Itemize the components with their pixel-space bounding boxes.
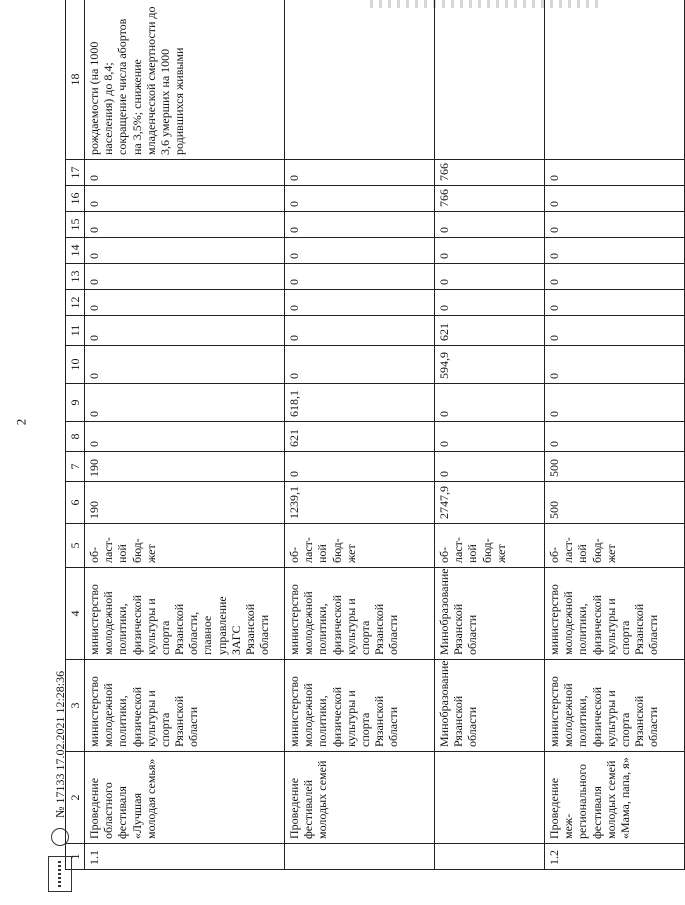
event-name — [435, 752, 545, 844]
column-header-10: 10 — [66, 346, 85, 384]
value-cell-15: 0 — [435, 212, 545, 238]
program-table — [65, 0, 685, 870]
column-header-8: 8 — [66, 422, 85, 452]
document-footer — [48, 602, 72, 892]
row-number — [285, 844, 435, 870]
page-number: 2 — [13, 418, 29, 426]
row-number — [435, 844, 545, 870]
value-cell-16: 0 — [545, 186, 685, 212]
value-cell-8: 0 — [85, 422, 285, 452]
column-header-1: 1 — [66, 844, 85, 870]
value-cell-17: 0 — [85, 160, 285, 186]
value-cell-7: 190 — [85, 452, 285, 482]
seal-icon — [51, 828, 69, 846]
column-header-9: 9 — [66, 384, 85, 422]
value-cell-8: 0 — [545, 422, 685, 452]
column-header-3: 3 — [66, 660, 85, 752]
expected-result — [545, 0, 685, 160]
value-cell-7: 500 — [545, 452, 685, 482]
value-cell-8: 0 — [435, 422, 545, 452]
value-cell-12: 0 — [435, 290, 545, 316]
value-cell-12: 0 — [285, 290, 435, 316]
document-reference: № 17133 17.02.2021 12:28:36 — [52, 670, 67, 818]
funding-source: об-ласт-ной бюд-жет — [435, 524, 545, 568]
column-header-18: 18 — [66, 0, 85, 160]
value-cell-11: 0 — [545, 316, 685, 346]
value-cell-6: 190 — [85, 482, 285, 524]
value-cell-6: 2747,9 — [435, 482, 545, 524]
funding-source: об-ласт-ной бюд-жет — [285, 524, 435, 568]
value-cell-14: 0 — [545, 238, 685, 264]
value-cell-17: 0 — [545, 160, 685, 186]
rotated-page — [65, 6, 661, 870]
column-header-6: 6 — [66, 482, 85, 524]
table-row — [285, 0, 435, 870]
value-cell-6: 1239,1 — [285, 482, 435, 524]
co-executor: Минобразование Рязанской области — [435, 660, 545, 752]
funding-source: об-ласт-ной бюд-жет — [85, 524, 285, 568]
value-cell-11: 621 — [435, 316, 545, 346]
column-header-14: 14 — [66, 238, 85, 264]
executor: министерство молодежной политики, физической культуры и спорта Рязанской области — [545, 568, 685, 660]
event-name: Проведение областного фестиваля «Лучшая молодая семья» — [85, 752, 285, 844]
value-cell-16: 766 — [435, 186, 545, 212]
value-cell-11: 0 — [285, 316, 435, 346]
value-cell-15: 0 — [85, 212, 285, 238]
value-cell-7: 0 — [285, 452, 435, 482]
value-cell-9: 0 — [85, 384, 285, 422]
event-name: Проведение фестивалей молодых семей — [285, 752, 435, 844]
executor: Минобразование Рязанской области — [435, 568, 545, 660]
value-cell-12: 0 — [545, 290, 685, 316]
column-header-15: 15 — [66, 212, 85, 238]
value-cell-11: 0 — [85, 316, 285, 346]
value-cell-16: 0 — [85, 186, 285, 212]
value-cell-14: 0 — [285, 238, 435, 264]
expected-result — [285, 0, 435, 160]
value-cell-14: 0 — [435, 238, 545, 264]
column-header-11: 11 — [66, 316, 85, 346]
value-cell-13: 0 — [85, 264, 285, 290]
column-header-13: 13 — [66, 264, 85, 290]
value-cell-10: 0 — [545, 346, 685, 384]
value-cell-9: 618,1 — [285, 384, 435, 422]
value-cell-13: 0 — [435, 264, 545, 290]
column-header-5: 5 — [66, 524, 85, 568]
value-cell-6: 500 — [545, 482, 685, 524]
row-number: 1.2 — [545, 844, 685, 870]
table-row — [85, 0, 285, 870]
value-cell-7: 0 — [435, 452, 545, 482]
column-header-4: 4 — [66, 568, 85, 660]
value-cell-17: 0 — [285, 160, 435, 186]
column-header-2: 2 — [66, 752, 85, 844]
column-header-7: 7 — [66, 452, 85, 482]
event-name: Проведение меж-регионального фестиваля молодых семей «Мама, папа, я» — [545, 752, 685, 844]
value-cell-15: 0 — [285, 212, 435, 238]
column-header-17: 17 — [66, 160, 85, 186]
column-header-12: 12 — [66, 290, 85, 316]
table-row — [545, 0, 685, 870]
value-cell-13: 0 — [545, 264, 685, 290]
value-cell-14: 0 — [85, 238, 285, 264]
value-cell-17: 766 — [435, 160, 545, 186]
value-cell-13: 0 — [285, 264, 435, 290]
funding-source: об-ласт-ной бюд-жет — [545, 524, 685, 568]
value-cell-8: 621 — [285, 422, 435, 452]
value-cell-10: 594,9 — [435, 346, 545, 384]
co-executor: министерство молодежной политики, физической культуры и спорта Рязанской области — [85, 660, 285, 752]
value-cell-9: 0 — [545, 384, 685, 422]
barcode-stamp — [48, 856, 72, 892]
executor: министерство молодежной политики, физической культуры и спорта Рязанской области — [285, 568, 435, 660]
value-cell-15: 0 — [545, 212, 685, 238]
expected-result: рождаемости (на 1000 населения) до 8,4; сокращение числа абортов на 3,5%; снижение младенческой смертности до 3,6 умерших на 1000 родившихся живыми — [85, 0, 285, 160]
executor: министерство молодежной политики, физической культуры и спорта Рязанской области, главное управление ЗАГС Рязанской области — [85, 568, 285, 660]
value-cell-10: 0 — [285, 346, 435, 384]
table-row — [435, 0, 545, 870]
value-cell-12: 0 — [85, 290, 285, 316]
column-header-16: 16 — [66, 186, 85, 212]
value-cell-10: 0 — [85, 346, 285, 384]
expected-result — [435, 0, 545, 160]
value-cell-9: 0 — [435, 384, 545, 422]
row-number: 1.1 — [85, 844, 285, 870]
co-executor: министерство молодежной политики, физической культуры и спорта Рязанской области — [545, 660, 685, 752]
value-cell-16: 0 — [285, 186, 435, 212]
co-executor: министерство молодежной политики, физической культуры и спорта Рязанской области — [285, 660, 435, 752]
